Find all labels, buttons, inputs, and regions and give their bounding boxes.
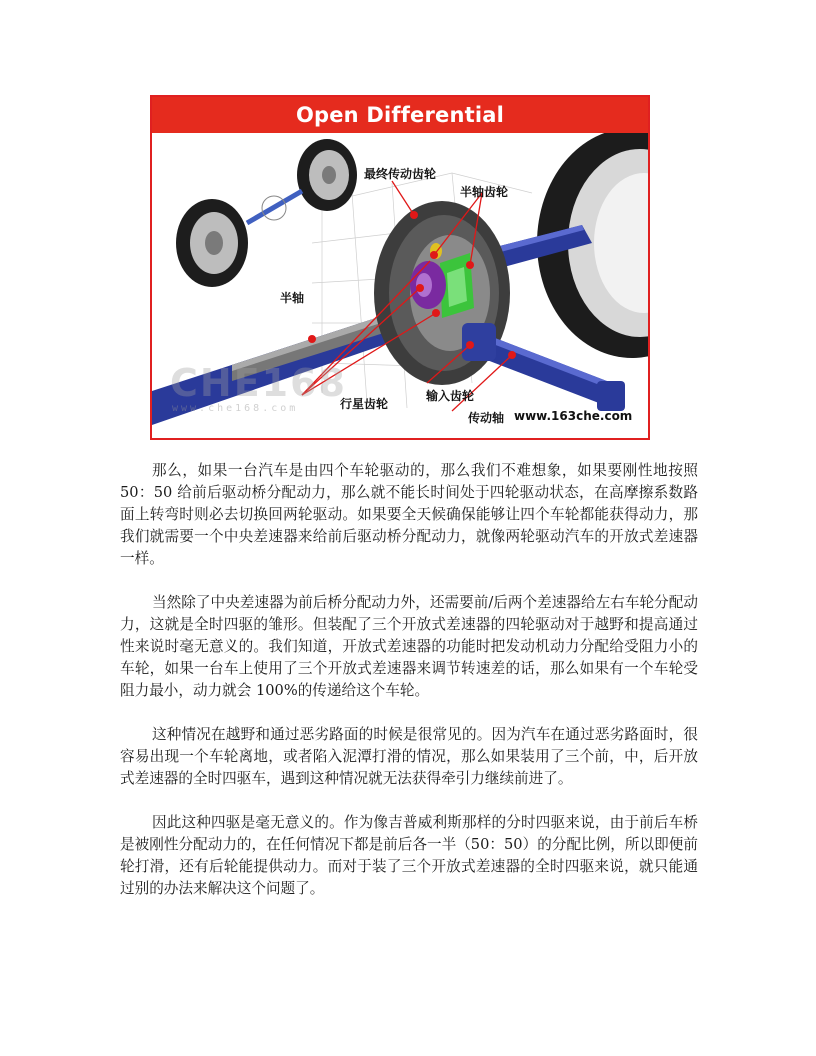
label-half-shaft: 半轴: [280, 291, 305, 305]
paragraph: 这种情况在越野和通过恶劣路面的时候是很常见的。因为汽车在通过恶劣路面时，很容易出现一个车轮离地，或者陷入泥潭打滑的情况，那么如果装用了三个前，中，后开放式差速器的全时四驱车，遇到这种情况就无法获得牵引力继续前进了。: [120, 726, 698, 787]
pinion-gear-purple: [410, 261, 446, 309]
article-body: [120, 460, 698, 922]
differential-figure: [150, 95, 650, 440]
left-wheel-rear: [297, 139, 357, 211]
rear-axle-small: [247, 191, 302, 223]
site-url-label: www.163che.com: [514, 409, 633, 423]
label-drive-shaft: 传动轴: [468, 411, 505, 425]
label-pinion-gear: 行星齿轮: [340, 397, 389, 411]
figure-title-banner: Open Differential: [152, 97, 648, 133]
label-input-gear: 输入齿轮: [426, 389, 475, 403]
watermark-logo: CHE168: [170, 361, 347, 405]
paragraph: 那么，如果一台汽车是由四个车轮驱动的，那么我们不难想象，如果要刚性地按照 50：50 给前后驱动桥分配动力，那么就不能长时间处于四轮驱动状态，在高摩擦系数路面上转弯时则必去切换回两轮驱动。如果要全天候确保能够让四个车轮都能获得动力，那我们就需要一个中央差速器来给前后驱动桥分配动力，就像两轮驱动汽车的开放式差速器一样。: [120, 462, 698, 567]
label-final-drive-gear: 最终传动齿轮: [364, 167, 437, 181]
paragraph: 当然除了中央差速器为前后桥分配动力外，还需要前/后两个差速器给左右车轮分配动力，这就是全时四驱的雏形。但装配了三个开放式差速器的四轮驱动对于越野和提高通过性来说时毫无意义的。我们知道，开放式差速器的功能时把发动机动力分配给受阻力小的车轮，如果一台车上使用了三个开放式差速器来调节转速差的话，那么如果有一个车轮受阻力最小，动力就会 100%的传递给这个车轮。: [120, 594, 698, 699]
left-wheel-front: [176, 199, 248, 287]
label-side-gear: 半轴齿轮: [460, 185, 509, 199]
watermark-url: www.che168.com: [172, 403, 299, 414]
paragraph: 因此这种四驱是毫无意义的。作为像吉普威利斯那样的分时四驱来说，由于前后车桥是被刚性分配动力的，在任何情况下都是前后各一半（50：50）的分配比例，所以即便前轮打滑，还有后轮能提供动力。而对于装了三个开放式差速器的全时四驱来说，就只能通过别的办法来解决这个问题了。: [120, 814, 698, 897]
